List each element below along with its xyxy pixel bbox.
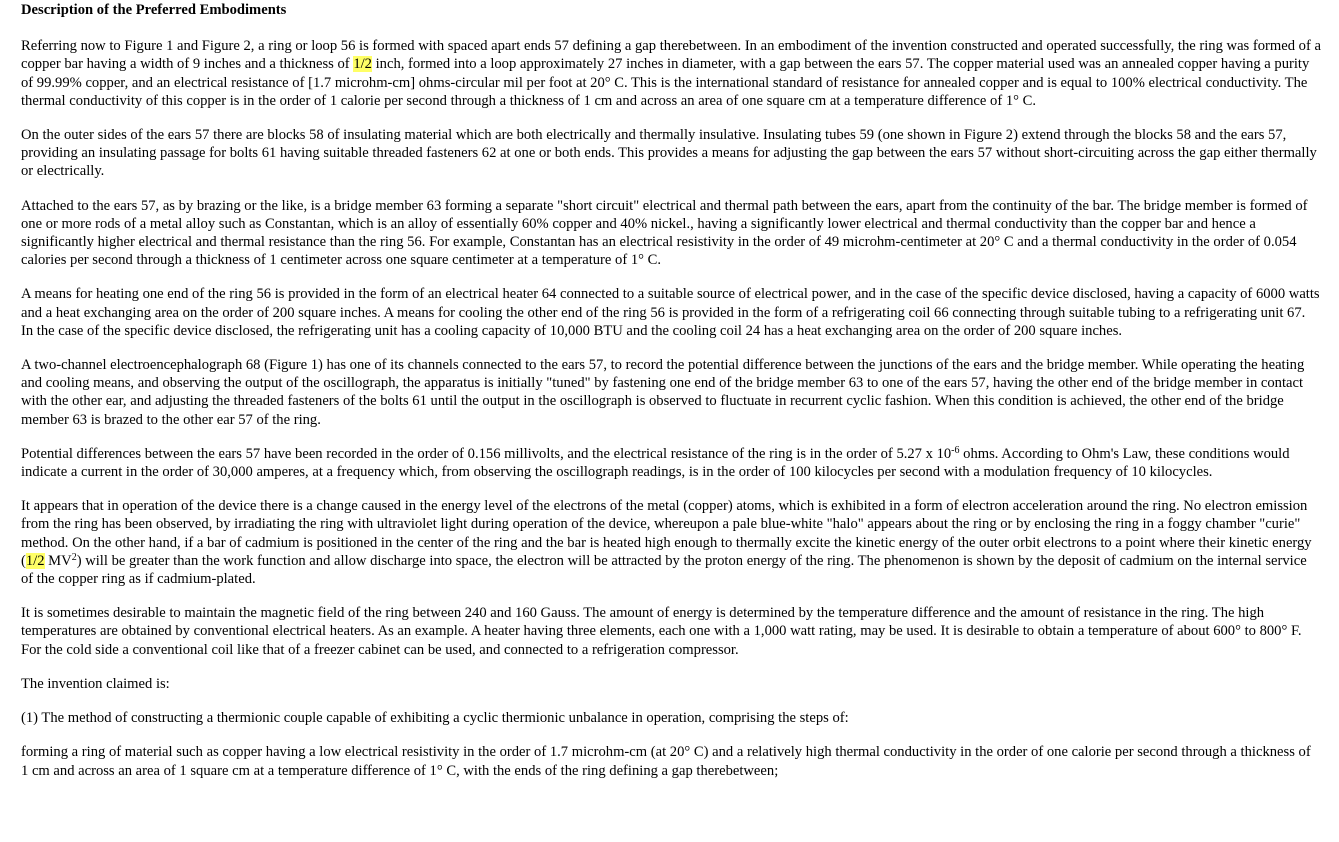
paragraph-1-text-b: inch, formed into a loop approximately 27 inches in diameter, with a gap between the ears 57. The copper material used was an annealed copper having a purity of 99.99% copper, and an electrical resistance of [1.7 microhm-cm] ohms-circular mil per foot at 20° C. This is the international standard of resistance for annealed copper and is equal to 100% electrical conductivity. The thermal conductivity of this copper is in the order of 1 calorie per second through a thickness of 1 cm and across an area of one square cm at a temperature difference of 1° C. xyxy=(21,56,1310,109)
claim-1-step: forming a ring of material such as copper having a low electrical resistivity in the order of 1.7 microhm-cm (at 20° C) and a relatively high thermal conductivity in the order of one calorie per second through a thickness of 1 cm and across an area of 1 square cm at a temperature difference of 1° C, with the ends of the ring defining a gap therebetween; xyxy=(21,744,1311,779)
paragraph-8: It is sometimes desirable to maintain the magnetic field of the ring between 240 and 160 Gauss. The amount of energy is determined by the temperature difference and the amount of resistance in the ring. The high temperatures are obtained by conventional electrical heaters. As an example. A heater having three elements, each one with a 1,000 watt rating, may be used. It is desirable to obtain a temperature of about 600° to 800° F. For the cold side a conventional coil like that of a freezer cabinet can be used, and connected to a refrigeration compressor. xyxy=(21,605,1302,658)
exponent-superscript: -6 xyxy=(951,444,960,456)
exponent-superscript: 2 xyxy=(71,551,77,563)
paragraph-6-text-b: ohms. According to Ohm's Law, these conditions would indicate a current in the order of 30,000 amperes, at a frequency which, from observing the oscillograph readings, is in the order of 100 kilocycles per second with a modulation frequency of 10 kilocycles. xyxy=(21,445,1290,481)
highlighted-fraction: 1/2 xyxy=(353,56,372,73)
paragraph-2: On the outer sides of the ears 57 there are blocks 58 of insulating material which are both electrically and thermally insulative. Insulating tubes 59 (one shown in Figure 2) extend through the blocks 58 and the ears 57, providing an insulating passage for bolts 61 having suitable threaded fasteners 62 at one or both ends. This provides a means for adjusting the gap between the ears 57 without short-circuiting across the gap either thermally or electrically. xyxy=(21,127,1317,180)
paragraph-1 xyxy=(21,37,1321,110)
paragraph-6-text-a: Potential differences between the ears 57 have been recorded in the order of 0.156 millivolts, and the electrical resistance of the ring is in the order of 5.27 x 10 xyxy=(21,445,952,462)
section-heading: Description of the Preferred Embodiments xyxy=(21,2,287,18)
document xyxy=(21,0,1321,796)
paragraph-1-text-a: Referring now to Figure 1 and Figure 2, a ring or loop 56 is formed with spaced apart ends 57 defining a gap therebetween. In an embodiment of the invention constructed and operated successfully, the ring was formed of a copper bar having a width of 9 inches and a thickness of xyxy=(21,38,1321,73)
paragraph-4: A means for heating one end of the ring 56 is provided in the form of an electrical heater 64 connected to a suitable source of electrical power, and in the case of the specific device disclosed, having a capacity of 6000 watts and a heat exchanging area on the order of 200 square inches. A means for cooling the other end of the ring 56 is provided in the form of a refrigerating coil 66 connecting through suitable tubing to a refrigerating unit 67. In the case of the specific device disclosed, the refrigerating unit has a cooling capacity of 10,000 BTU and the cooling coil 24 has a heat exchanging area on the order of 200 square inches. xyxy=(21,286,1320,339)
paragraph-7-text-mid: MV xyxy=(44,552,72,569)
paragraph-7 xyxy=(21,497,1321,588)
paragraph-5: A two-channel electroencephalograph 68 (Figure 1) has one of its channels connected to the ears 57, to record the potential difference between the junctions of the ears and the bridge member. While operating the heating and cooling means, and observing the output of the oscillograph, the apparatus is initially "tuned" by fastening one end of the bridge member 63 to one of the ears 57, having the other end of the bridge member in contact with the other ear, and adjusting the threaded fasteners of the bolts 61 until the output in the oscillograph is observed to fluctuate in recurrent cyclic fashion. When this condition is achieved, the other end of the bridge member 63 is brazed to the other ear 57 of the ring. xyxy=(21,357,1305,428)
claims-intro: The invention claimed is: xyxy=(21,675,170,692)
paragraph-7-text-b: ) will be greater than the work function and allow discharge into space, the electron will be attracted by the proton energy of the ring. The phenomenon is shown by the deposit of cadmium on the internal service of the copper ring as if cadmium-plated. xyxy=(21,552,1307,588)
paragraph-3: Attached to the ears 57, as by brazing or the like, is a bridge member 63 forming a separate "short circuit" electrical and thermal path between the ears, apart from the continuity of the bar. The bridge member is formed of one or more rods of a metal alloy such as Constantan, which is an alloy of essentially 60% copper and 40% nickel., having a significantly lower electrical and thermal conductivity than the copper bar and hence a significantly higher electrical and thermal resistance than the ring 56. For example, Constantan has an electrical resistivity in the order of 49 microhm-centimeter at 20° C and a thermal conductivity in the order of 0.054 calories per second through a thickness of 1 centimeter across one square centimeter at a temperature of 1° C. xyxy=(21,197,1308,269)
paragraph-7-text-a: It appears that in operation of the device there is a change caused in the energy level of the electrons of the metal (copper) atoms, which is exhibited in a form of electron acceleration around the ring. No electron emission from the ring has been observed, by irradiating the ring with ultraviolet light during operation of the device, whereupon a pale blue-white "halo" appears about the ring or by enclosing the ring in a foggy chamber "curie" method. On the other hand, if a bar of cadmium is positioned in the center of the ring and the bar is heated high enough to thermally excite the kinetic energy of the outer orbit electrons to a point where their kinetic energy ( xyxy=(21,498,1312,569)
highlighted-fraction: 1/2 xyxy=(25,552,45,569)
paragraph-6 xyxy=(21,445,1321,481)
claim-1: (1) The method of constructing a thermionic couple capable of exhibiting a cyclic thermionic unbalance in operation, comprising the steps of: xyxy=(21,710,849,727)
